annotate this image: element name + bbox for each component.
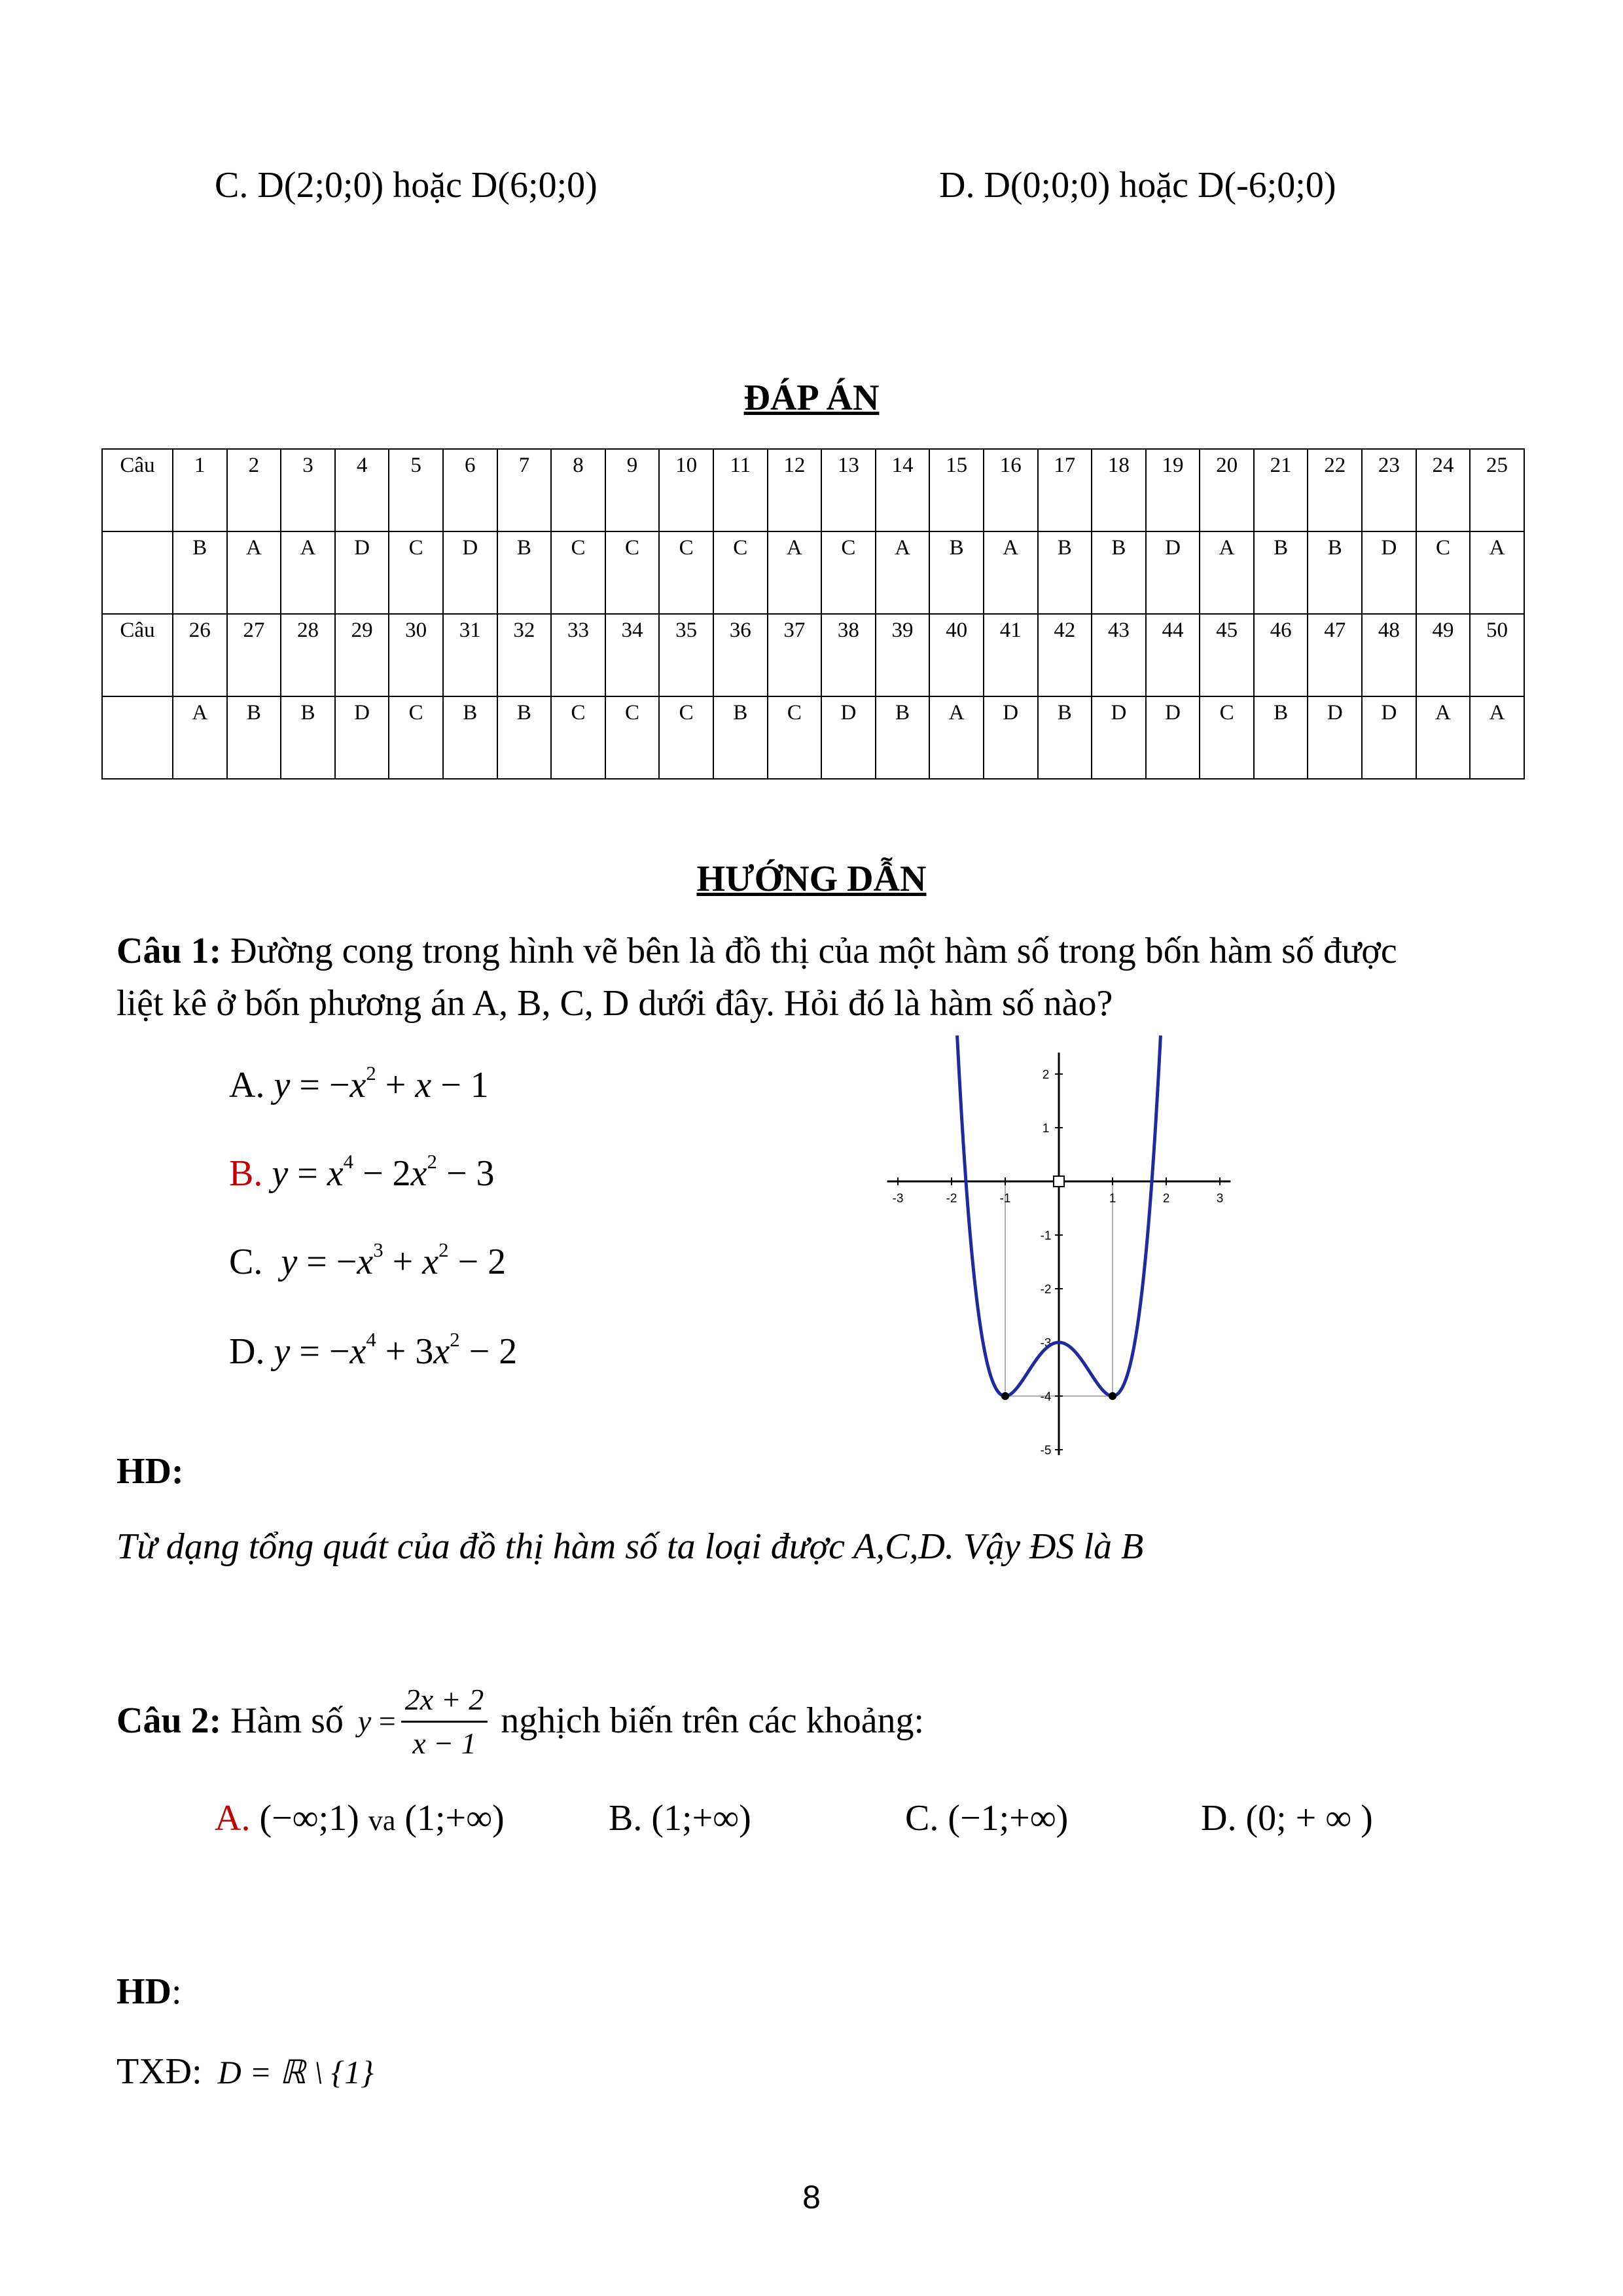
q2-option-a-va: va xyxy=(368,1804,396,1837)
q2-txd xyxy=(116,2050,374,2094)
page-number: 8 xyxy=(802,2179,821,2215)
answer-cell: C xyxy=(389,696,443,779)
answer-title: ĐÁP ÁN xyxy=(743,378,880,418)
question-1-label: Câu 1: xyxy=(116,931,222,971)
answer-cell: A xyxy=(1470,696,1524,779)
answer-cell: C xyxy=(551,696,605,779)
question-2-fraction xyxy=(401,1681,488,1761)
answer-cell: C xyxy=(768,696,822,779)
guide-title: HƯỚNG DẪN xyxy=(696,859,927,899)
question-number-cell: 3 xyxy=(281,449,335,531)
q2-txd-expr: D = ℝ \ {1} xyxy=(217,2054,374,2090)
question-number-cell: 5 xyxy=(389,449,443,531)
question-number-cell: 27 xyxy=(227,614,281,696)
question-number-cell: 12 xyxy=(768,449,822,531)
q1-option-d-label: D. xyxy=(229,1331,265,1372)
answer-cell: B xyxy=(1038,531,1092,614)
answer-cell: A xyxy=(876,531,930,614)
question-number-cell: 36 xyxy=(713,614,768,696)
question-number-cell: 4 xyxy=(335,449,389,531)
x-tick-label: -2 xyxy=(946,1192,957,1206)
answer-cell: B xyxy=(1308,531,1362,614)
question-number-cell: 25 xyxy=(1470,449,1524,531)
x-tick-label: -1 xyxy=(999,1192,1011,1206)
row-label: Câu xyxy=(102,614,173,696)
question-number-cell: 14 xyxy=(876,449,930,531)
answer-row xyxy=(102,531,1524,614)
q2-option-a-text: (−∞;1) xyxy=(259,1798,359,1839)
q2-hd-label: HD xyxy=(116,1971,171,2012)
question-1-text-line1: Đường cong trong hình vẽ bên là đồ thị của một hàm số trong bốn hàm số được xyxy=(230,931,1397,971)
answer-cell: B xyxy=(1254,696,1308,779)
question-1-text-line2: liệt kê ở bốn phương án A, B, C, D dưới đây. Hỏi đó là hàm số nào? xyxy=(116,983,1113,1024)
y-tick-label: -5 xyxy=(1040,1444,1052,1458)
answer-cell: A xyxy=(768,531,822,614)
answer-cell: B xyxy=(227,696,281,779)
question-number-cell: 23 xyxy=(1362,449,1416,531)
question-number-cell: 41 xyxy=(984,614,1038,696)
question-number-cell: 26 xyxy=(173,614,227,696)
answer-cell: D xyxy=(1362,696,1416,779)
q1-option-c: C. $y = -x^3 + x^2 - 2$ xyxy=(229,1238,507,1282)
question-number-cell: 24 xyxy=(1416,449,1471,531)
answer-cell: A xyxy=(281,531,335,614)
answer-cell: D xyxy=(1092,696,1146,779)
question-number-cell: 39 xyxy=(876,614,930,696)
question-2: Câu 2: Hàm số y = $\frac{2x + 2}{x - 1}$ nghịch biến trên các khoảng: xyxy=(116,1679,924,1764)
question-number-cell: 22 xyxy=(1308,449,1362,531)
q1-option-b: B. $y = x^4 - 2x^2 - 3$ xyxy=(229,1150,495,1194)
answer-cell: D xyxy=(1308,696,1362,779)
q2-hd xyxy=(116,1970,182,2014)
q1-option-a-label: A. xyxy=(229,1065,265,1105)
question-number-cell: 15 xyxy=(929,449,984,531)
q1-option-c-label: C. xyxy=(229,1242,263,1282)
y-tick-label: 1 xyxy=(1042,1122,1050,1136)
y-tick-label: -2 xyxy=(1040,1283,1052,1297)
y-tick-label: -4 xyxy=(1040,1390,1052,1404)
question-number-cell: 40 xyxy=(929,614,984,696)
q2-option-b-label: B. xyxy=(609,1798,643,1839)
question-number-cell: 2 xyxy=(227,449,281,531)
answer-cell: C xyxy=(1416,531,1471,614)
answer-cell: C xyxy=(389,531,443,614)
answer-cell: A xyxy=(1200,531,1254,614)
question-number-cell: 21 xyxy=(1254,449,1308,531)
answer-cell: B xyxy=(281,696,335,779)
answer-cell: B xyxy=(497,531,552,614)
answer-cell: A xyxy=(227,531,281,614)
q2-option-a xyxy=(215,1797,505,1840)
answer-cell: A xyxy=(173,696,227,779)
question-number-row xyxy=(102,614,1524,696)
answer-table xyxy=(101,448,1525,780)
q1-hd-text: Từ dạng tổng quát của đồ thị hàm số ta loại được A,C,D. Vậy ĐS là B xyxy=(116,1526,1144,1567)
answer-cell: D xyxy=(1146,531,1200,614)
answer-cell: B xyxy=(713,696,768,779)
answer-cell: C xyxy=(659,531,713,614)
row-label xyxy=(102,696,173,779)
question-2-lead: Hàm số xyxy=(230,1700,344,1742)
q1-option-b-label: B. xyxy=(229,1153,263,1194)
question-number-cell: 19 xyxy=(1146,449,1200,531)
minimum-point xyxy=(1109,1392,1116,1400)
answer-cell: B xyxy=(1092,531,1146,614)
q2-option-d: D. (0; + ∞ ) xyxy=(1201,1798,1373,1839)
q1-hd-label: HD: xyxy=(116,1451,184,1492)
answer-cell: A xyxy=(1416,696,1471,779)
answer-cell: B xyxy=(173,531,227,614)
question-number-cell: 17 xyxy=(1038,449,1092,531)
answer-row xyxy=(102,696,1524,779)
answer-cell: B xyxy=(929,531,984,614)
answer-cell: C xyxy=(659,696,713,779)
y-tick-label: -1 xyxy=(1040,1229,1052,1243)
question-number-cell: 20 xyxy=(1200,449,1254,531)
x-tick-label: -3 xyxy=(892,1192,904,1206)
question-number-cell: 28 xyxy=(281,614,335,696)
answer-cell: A xyxy=(929,696,984,779)
question-number-cell: 8 xyxy=(551,449,605,531)
row-label: Câu xyxy=(102,449,173,531)
question-number-cell: 13 xyxy=(821,449,876,531)
q1-option-d: D. $y = -x^4 + 3x^2 - 2$ xyxy=(229,1328,518,1372)
q2-hd-colon: : xyxy=(171,1971,182,2012)
answer-cell: D xyxy=(1362,531,1416,614)
question-number-cell: 45 xyxy=(1200,614,1254,696)
question-number-cell: 11 xyxy=(713,449,768,531)
x-tick-label: 3 xyxy=(1216,1192,1224,1206)
question-number-cell: 32 xyxy=(497,614,552,696)
question-number-cell: 44 xyxy=(1146,614,1200,696)
origin-marker xyxy=(1054,1176,1064,1187)
fraction-numerator: 2x + 2 xyxy=(401,1681,488,1722)
question-number-cell: 50 xyxy=(1470,614,1524,696)
question-number-cell: 1 xyxy=(173,449,227,531)
answer-cell: D xyxy=(1146,696,1200,779)
answer-cell: C xyxy=(1200,696,1254,779)
question-number-cell: 16 xyxy=(984,449,1038,531)
answer-cell: D xyxy=(335,696,389,779)
question-number-cell: 37 xyxy=(768,614,822,696)
answer-cell: B xyxy=(1038,696,1092,779)
y-tick-label: 2 xyxy=(1042,1068,1050,1082)
option-c-top: C. D(2;0;0) hoặc D(6;0;0) xyxy=(215,165,597,206)
q2-option-c-text: (−1;+∞) xyxy=(948,1798,1069,1839)
x-tick-label: 2 xyxy=(1162,1192,1170,1206)
answer-cell: B xyxy=(1254,531,1308,614)
answer-cell: C xyxy=(551,531,605,614)
question-number-cell: 35 xyxy=(659,614,713,696)
question-number-cell: 49 xyxy=(1416,614,1471,696)
question-number-cell: 9 xyxy=(605,449,660,531)
answer-cell: D xyxy=(443,531,497,614)
answer-cell: C xyxy=(713,531,768,614)
x-tick-label: 1 xyxy=(1109,1192,1116,1206)
question-number-cell: 29 xyxy=(335,614,389,696)
question-number-cell: 46 xyxy=(1254,614,1308,696)
question-number-cell: 38 xyxy=(821,614,876,696)
question-number-cell: 18 xyxy=(1092,449,1146,531)
question-number-cell: 7 xyxy=(497,449,552,531)
question-number-cell: 6 xyxy=(443,449,497,531)
question-number-cell: 31 xyxy=(443,614,497,696)
question-number-cell: 42 xyxy=(1038,614,1092,696)
answer-cell: B xyxy=(443,696,497,779)
question-2-label: Câu 2: xyxy=(116,1700,222,1742)
q2-option-c xyxy=(905,1797,1068,1840)
answer-cell: A xyxy=(984,531,1038,614)
fraction-denominator: x − 1 xyxy=(412,1726,476,1760)
q2-option-a-text2: (1;+∞) xyxy=(404,1798,505,1839)
q2-option-b-text: (1;+∞) xyxy=(651,1798,751,1839)
function-graph xyxy=(877,1054,1243,1458)
question-2-tail: nghịch biến trên các khoảng: xyxy=(501,1700,925,1742)
option-d-top: D. D(0;0;0) hoặc D(-6;0;0) xyxy=(939,165,1336,206)
answer-cell: D xyxy=(335,531,389,614)
minimum-point xyxy=(1001,1392,1009,1400)
q1-option-a: A. $y = -x^2 + x - 1$ xyxy=(229,1062,489,1105)
q2-txd-label: TXĐ: xyxy=(116,2051,202,2092)
answer-cell: B xyxy=(497,696,552,779)
answer-cell: D xyxy=(821,696,876,779)
answer-cell: C xyxy=(605,696,660,779)
answer-cell: B xyxy=(876,696,930,779)
question-number-cell: 33 xyxy=(551,614,605,696)
question-1 xyxy=(116,929,1524,973)
answer-cell: C xyxy=(821,531,876,614)
question-number-cell: 48 xyxy=(1362,614,1416,696)
question-number-cell: 30 xyxy=(389,614,443,696)
question-number-cell: 47 xyxy=(1308,614,1362,696)
q2-option-c-label: C. xyxy=(905,1798,939,1839)
answer-cell: C xyxy=(605,531,660,614)
q2-option-b xyxy=(609,1797,751,1840)
question-number-row xyxy=(102,449,1524,531)
row-label xyxy=(102,531,173,614)
y-tick-label: -3 xyxy=(1040,1336,1052,1350)
answer-cell: D xyxy=(984,696,1038,779)
q2-option-a-label: A. xyxy=(215,1798,251,1839)
question-number-cell: 10 xyxy=(659,449,713,531)
answer-cell: A xyxy=(1470,531,1524,614)
question-number-cell: 43 xyxy=(1092,614,1146,696)
question-number-cell: 34 xyxy=(605,614,660,696)
